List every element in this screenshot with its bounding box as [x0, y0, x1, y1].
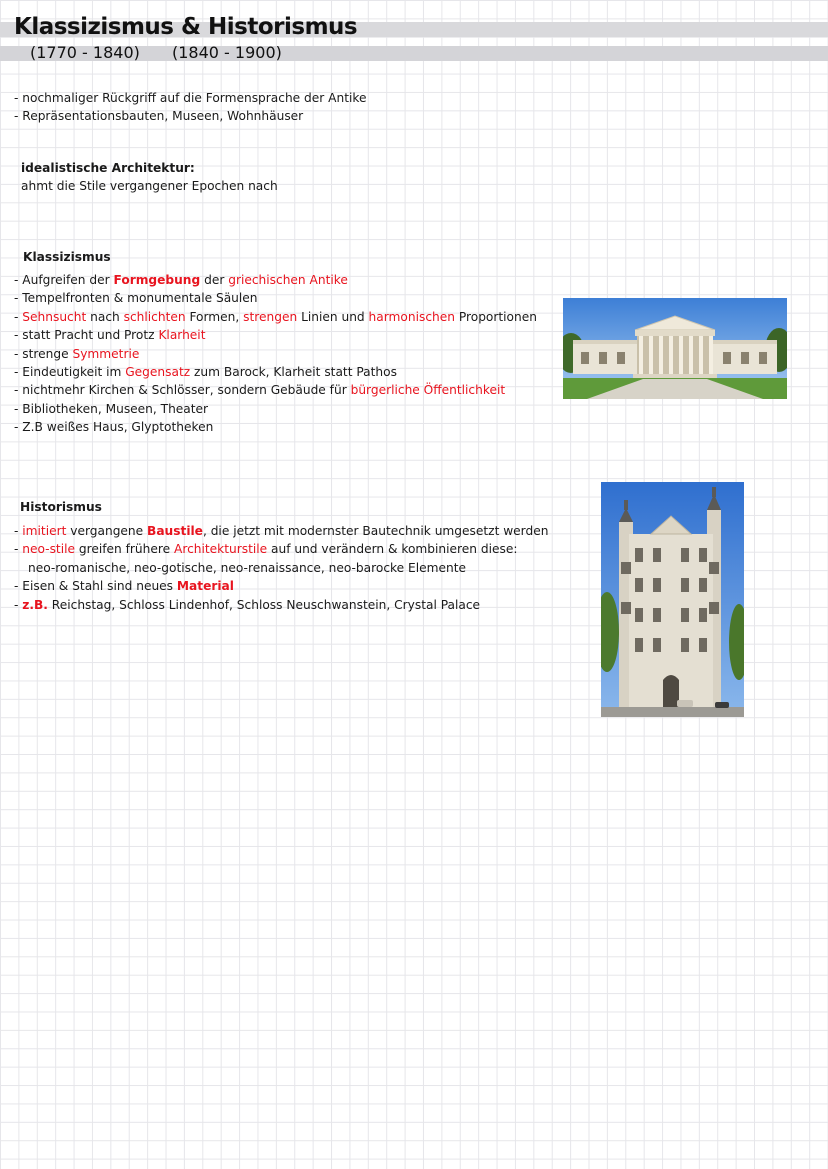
page-title: Klassizismus & Historismus: [14, 14, 358, 40]
klassizismus-notes: [14, 271, 537, 437]
note-text: - nichtmehr Kirchen & Schlösser, sondern Gebäude für: [14, 383, 351, 398]
note-line: [14, 308, 537, 326]
idealistic-section: [21, 159, 278, 196]
note-text: -: [14, 309, 23, 324]
note-line: [14, 326, 537, 344]
historismus-notes: [14, 522, 548, 614]
note-keyword: Formgebung: [113, 273, 201, 287]
note-text: -: [14, 597, 23, 612]
note-keyword: neo-stile: [22, 542, 75, 557]
historismus-heading: Historismus: [20, 500, 102, 514]
note-text: , die jetzt mit modernster Bautechnik umgesetzt werden: [202, 524, 549, 538]
note-text: - Eisen & Stahl sind neues: [14, 579, 177, 594]
note-text: Linien und: [297, 309, 369, 324]
dates-historismus: (1840 - 1900): [172, 43, 282, 62]
note-text: - statt Pracht und Protz: [14, 328, 159, 343]
note-line: - Tempelfronten & monumentale Säulen: [14, 291, 258, 306]
note-text: - Aufgreifen der: [14, 273, 114, 287]
intro-line: - Repräsentationsbauten, Museen, Wohnhäuser: [14, 109, 304, 124]
intro-notes: [14, 89, 367, 126]
note-line: [14, 345, 537, 363]
note-text: - Eindeutigkeit im: [14, 365, 126, 380]
note-line: [14, 381, 537, 399]
note-text: greifen frühere: [74, 542, 174, 557]
note-line: [14, 596, 548, 614]
note-keyword: Symmetrie: [72, 346, 140, 361]
note-line: - Z.B weißes Haus, Glyptotheken: [14, 420, 214, 435]
intro-line: - nochmaliger Rückgriff auf die Formensprache der Antike: [14, 91, 367, 105]
note-keyword: imitiert: [22, 524, 67, 538]
note-text: vergangene: [66, 524, 148, 538]
note-text: - strenge: [14, 346, 73, 361]
note-text: -: [14, 542, 23, 557]
note-keyword: harmonischen: [368, 309, 455, 324]
note-keyword: Architekturstile: [173, 542, 268, 557]
note-text: -: [14, 524, 23, 538]
idealistic-heading: idealistische Architektur:: [21, 161, 195, 175]
note-line: [14, 522, 548, 540]
klassizismus-building-photo: [563, 298, 787, 399]
note-keyword: Sehnsucht: [22, 309, 87, 324]
note-text: Proportionen: [454, 309, 537, 324]
note-keyword: strengen: [243, 309, 298, 324]
note-keyword: Material: [176, 579, 234, 594]
note-keyword: bürgerliche Öffentlichkeit: [350, 383, 506, 398]
note-line: neo-romanische, neo-gotische, neo-renaissance, neo-barocke Elemente: [28, 560, 466, 575]
note-text: nach: [86, 309, 124, 324]
note-keyword: Klarheit: [158, 328, 206, 343]
historismus-building-photo: [601, 482, 744, 717]
note-text: der: [200, 273, 229, 287]
note-keyword: z.B.: [22, 597, 48, 612]
klassizismus-heading: Klassizismus: [23, 250, 111, 264]
note-line: [14, 540, 548, 558]
note-text: zum Barock, Klarheit statt Pathos: [190, 365, 397, 380]
note-line: [14, 363, 537, 381]
note-keyword: schlichten: [123, 309, 186, 324]
note-keyword: griechischen Antike: [228, 273, 348, 287]
note-text: Formen,: [185, 309, 244, 324]
note-keyword: Baustile: [147, 524, 203, 538]
note-text: Reichstag, Schloss Lindenhof, Schloss Neuschwanstein, Crystal Palace: [47, 597, 481, 612]
idealistic-text: ahmt die Stile vergangener Epochen nach: [21, 179, 278, 194]
note-line: - Bibliotheken, Museen, Theater: [14, 401, 209, 416]
note-line: [14, 577, 548, 595]
dates-klassizismus: (1770 - 1840): [30, 43, 140, 62]
note-text: auf und verändern & kombinieren diese:: [267, 542, 518, 557]
note-keyword: Gegensatz: [125, 365, 191, 380]
note-line: [14, 271, 537, 289]
